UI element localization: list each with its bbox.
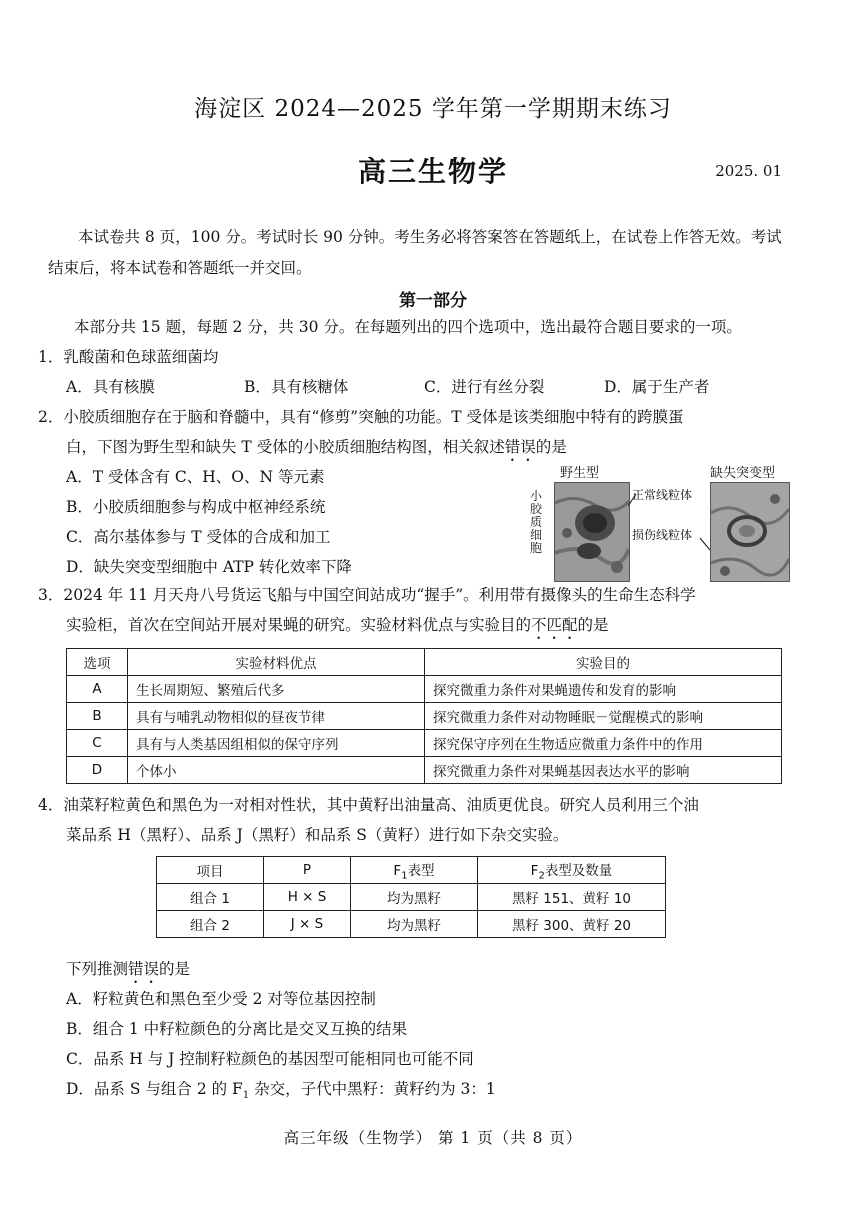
table-cell: J × S: [264, 911, 351, 938]
table-cell: 探究微重力条件对果蝇基因表达水平的影响: [425, 757, 782, 784]
mutant-micrograph: [710, 482, 790, 582]
q4-prompt-end: 的是: [159, 960, 191, 978]
q2-stem-line2: [66, 436, 567, 465]
table-cell: 探究微重力条件对果蝇遗传和发育的影响: [425, 676, 782, 703]
damaged-mitochondria-label: 损伤线粒体: [632, 528, 693, 542]
f2-phenotype-count: 表型及数量: [544, 862, 613, 879]
table-row: [67, 757, 782, 784]
q2-option-c: C．高尔基体参与 T 受体的合成和加工: [66, 528, 331, 546]
q4-col-f2: [478, 857, 666, 884]
table-cell: 均为黑籽: [351, 884, 478, 911]
q1-option-b: B．具有核糖体: [244, 378, 349, 396]
q3-col-advantage: 实验材料优点: [128, 649, 425, 676]
table-cell: 探究保守序列在生物适应微重力条件中的作用: [425, 730, 782, 757]
table-row: [157, 911, 666, 938]
table-cell: 具有与人类基因组相似的保守序列: [128, 730, 425, 757]
q3-table-header: [67, 649, 782, 676]
q4-option-a: A．籽粒黄色和黑色至少受 2 对等位基因控制: [66, 990, 376, 1008]
q1-stem: 1．乳酸菌和色球蓝细菌均: [38, 348, 219, 366]
q2-option-d: D．缺失突变型细胞中 ATP 转化效率下降: [66, 558, 352, 576]
f2-letter: F: [530, 862, 539, 879]
q4-option-d-end: 杂交，子代中黑籽：黄籽约为 3：1: [249, 1080, 496, 1098]
q4-prompt-text: 下列推测: [66, 960, 129, 978]
microglia-side-label: 小胶质细胞: [530, 489, 543, 555]
q4-option-c: C．品系 H 与 J 控制籽粒颜色的基因型可能相同也可能不同: [66, 1050, 474, 1068]
q3-stem-line1: 3．2024 年 11 月天舟八号货运飞船与中国空间站成功“握手”。利用带有摄像头的生命生态科学: [38, 586, 696, 604]
wild-type-micrograph: [554, 482, 630, 582]
f1-letter: F: [393, 862, 402, 879]
f1-phenotype: 表型: [407, 862, 435, 879]
f1-subscript: 1: [401, 870, 408, 882]
q3-col-option: 选项: [67, 649, 128, 676]
table-cell: C: [67, 730, 128, 757]
q2-stem-text: 白，下图为野生型和缺失 T 受体的小胶质细胞结构图，相关叙述: [66, 438, 505, 456]
q4-prompt: [66, 958, 190, 987]
q2-option-a: A．T 受体含有 C、H、O、N 等元素: [66, 468, 325, 486]
q4-col-item: 项目: [157, 857, 264, 884]
q2-option-b: B．小胶质细胞参与构成中枢神经系统: [66, 498, 326, 516]
table-cell: 组合 2: [157, 911, 264, 938]
q4-option-b: B．组合 1 中籽粒颜色的分离比是交叉互换的结果: [66, 1020, 408, 1038]
part-instruction: 本部分共 15 题，每题 2 分，共 30 分。在每题列出的四个选项中，选出最符合题目要求的一项。: [74, 318, 742, 336]
q4-col-p: P: [264, 857, 351, 884]
table-cell: 黑籽 300、黄籽 20: [478, 911, 666, 938]
q3-stem-text: 实验柜，首次在空间站开展对果蝇的研究。实验材料优点与实验目的: [66, 616, 532, 634]
q4-col-f1: [351, 857, 478, 884]
table-row: [67, 730, 782, 757]
table-cell: 均为黑籽: [351, 911, 478, 938]
mutant-label: 缺失突变型: [710, 466, 776, 481]
q3-emphasis: 不匹配: [531, 616, 578, 634]
q3-table: [66, 648, 782, 784]
table-cell: H × S: [264, 884, 351, 911]
q3-col-purpose: 实验目的: [425, 649, 782, 676]
table-cell: 组合 1: [157, 884, 264, 911]
q4-option-d: [66, 1078, 496, 1107]
normal-mitochondria-label: 正常线粒体: [632, 488, 693, 502]
table-cell: 个体小: [128, 757, 425, 784]
part-title: 第一部分: [399, 291, 467, 311]
q1-option-a: A．具有核膜: [66, 378, 155, 396]
table-cell: A: [67, 676, 128, 703]
q4-option-d-subscript: 1: [242, 1090, 250, 1102]
q3-stem-line2: [66, 614, 609, 643]
microglia-figure: [528, 462, 790, 582]
table-cell: 具有与哺乳动物相似的昼夜节律: [128, 703, 425, 730]
q1-option-c: C．进行有丝分裂: [424, 378, 545, 396]
q3-stem-end: 的是: [577, 616, 609, 634]
table-row: [67, 703, 782, 730]
q4-table-header: [157, 857, 666, 884]
q4-option-d-text: D．品系 S 与组合 2 的 F: [66, 1080, 243, 1098]
q1-option-d: D．属于生产者: [604, 378, 710, 396]
table-cell: D: [67, 757, 128, 784]
intro-paragraph: 本试卷共 8 页，100 分。考试时长 90 分钟。考生务必将答案答在答题纸上，在试卷上作答无效。考试结束后，将本试卷和答题纸一并交回。: [48, 228, 782, 277]
page-footer: 高三年级（生物学） 第 1 页（共 8 页）: [283, 1129, 583, 1147]
table-cell: B: [67, 703, 128, 730]
table-cell: 探究微重力条件对动物睡眠－觉醒模式的影响: [425, 703, 782, 730]
q2-emphasis: 错误: [504, 438, 536, 456]
q4-emphasis: 错误: [128, 960, 160, 978]
table-row: [157, 884, 666, 911]
q2-stem-line1: 2．小胶质细胞存在于脑和脊髓中，具有“修剪”突触的功能。T 受体是该类细胞中特有的跨膜蛋: [38, 408, 684, 426]
table-cell: 生长周期短、繁殖后代多: [128, 676, 425, 703]
exam-date: 2025. 01: [715, 162, 782, 180]
q4-stem-line1: 4．油菜籽粒黄色和黑色为一对相对性状，其中黄籽出油量高、油质更优良。研究人员利用三个油: [38, 796, 699, 814]
f2-subscript: 2: [538, 870, 545, 882]
q2-stem-end: 的是: [535, 438, 567, 456]
table-cell: 黑籽 151、黄籽 10: [478, 884, 666, 911]
table-row: [67, 676, 782, 703]
subject-title: 高三生物学: [357, 155, 508, 188]
wild-type-label: 野生型: [560, 466, 600, 481]
q4-table: [156, 856, 666, 938]
q4-stem-line2: 菜品系 H（黑籽）、品系 J（黑籽）和品系 S（黄籽）进行如下杂交实验。: [66, 826, 569, 844]
exam-title: 海淀区 2024—2025 学年第一学期期末练习: [194, 96, 672, 122]
